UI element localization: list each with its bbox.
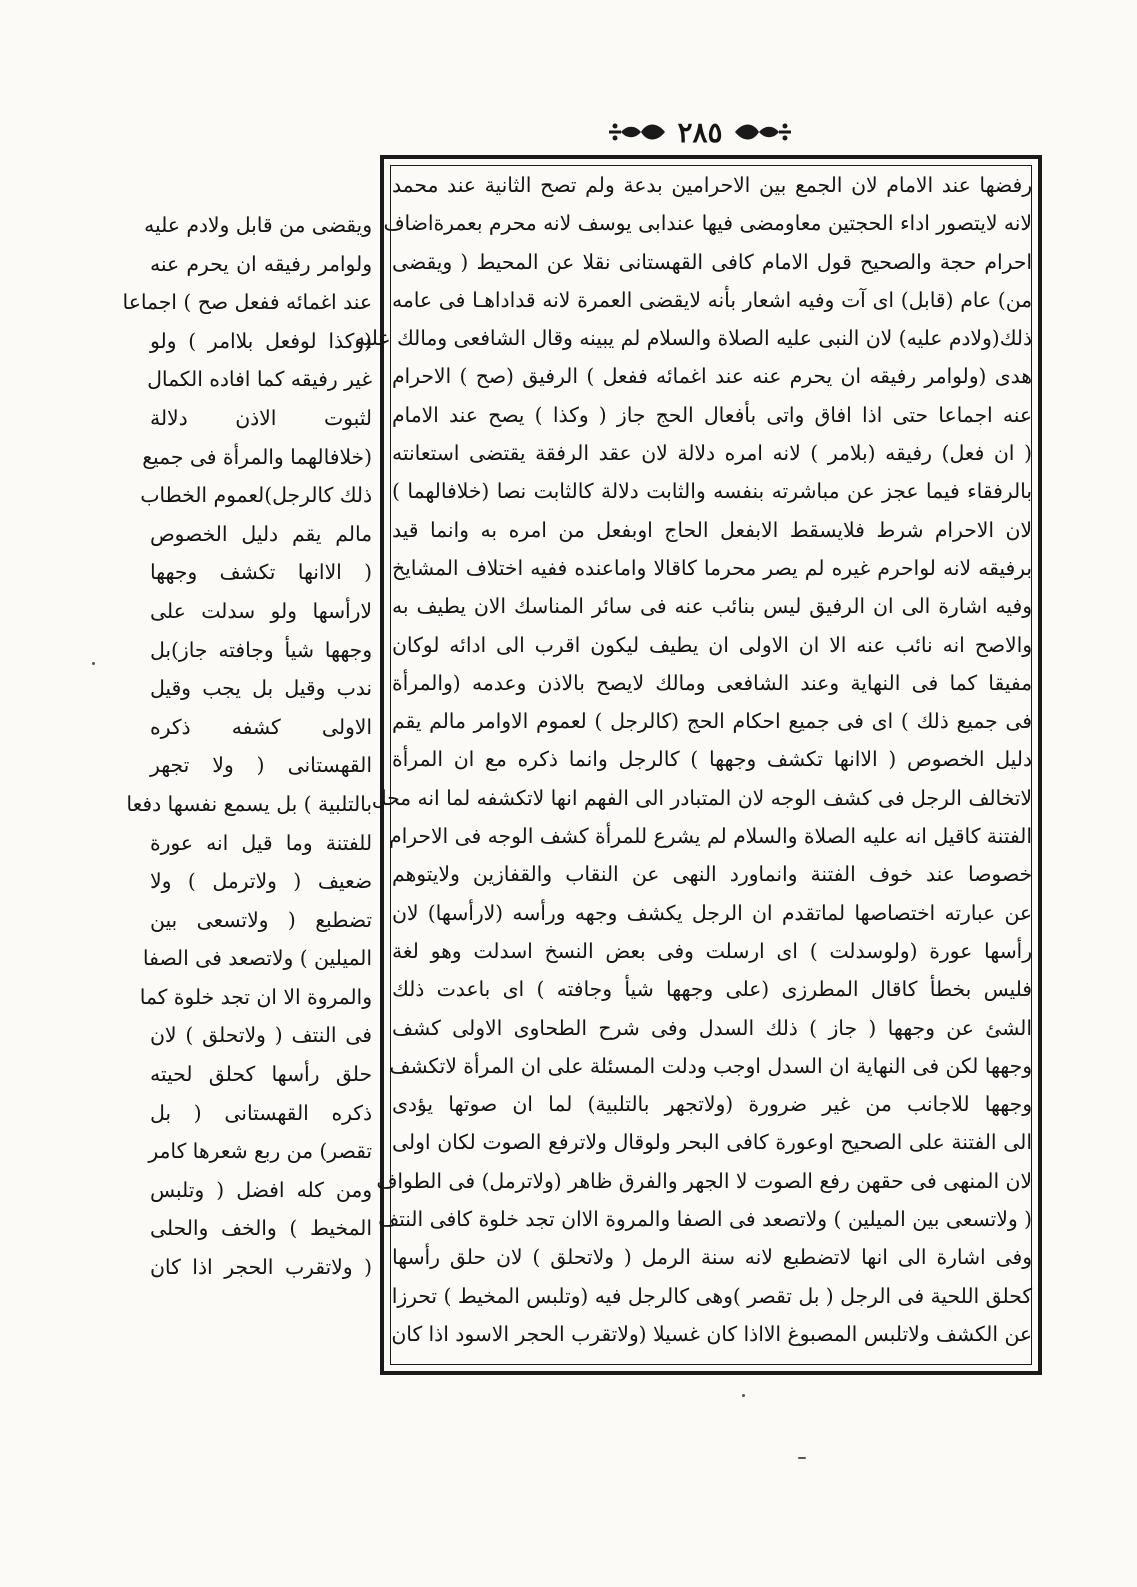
margin-text-line: ذكره القهستانى ( بل: [150, 1100, 372, 1125]
page-number: ٢٨٥: [677, 115, 723, 149]
main-text-line: من) عام (قابل) اى آت وفيه اشعار بأنه لايقضى العمرة لانه قداداهـا فى عامه: [392, 287, 1032, 312]
margin-text-line: المخيط ) والخف والحلى: [150, 1216, 372, 1241]
margin-text-line: مالم يقم دليل الخصوص: [150, 521, 372, 546]
margin-text-line: تقصر) من ربع شعرها كامر: [148, 1139, 372, 1164]
main-text-line: والاصح انه نائب عنه الا ان الاولى ان يطيف ليكون اقرب الى ادائه لوكان: [392, 632, 1032, 657]
main-text-line: عن الكشف ولاتلبس المصبوغ الااذا كان غسيلا (ولاتقرب الحجر الاسود اذا كان: [391, 1321, 1032, 1346]
margin-text-line: لثبوت الاذن دلالة: [150, 405, 372, 430]
margin-text-line: فى النتف ( ولاتحلق ) لان: [150, 1023, 372, 1048]
ornament-right-icon: [607, 119, 667, 145]
main-text-line: الفتنة كاقيل انه عليه الصلاة والسلام لم يشرع للمرأة كشف الوجه فى الاحرام: [389, 824, 1032, 849]
main-text-line: لان المنهى فى حقهن رفع الصوت لا الجهر والفرق ظاهر (ولاترمل) فى الطواف: [376, 1168, 1032, 1193]
main-text-line: مفيقا كما فى النهاية وعند الشافعى ومالك لايصح بالاذن وعدمه (والمرأة: [392, 670, 1032, 695]
margin-text-line: ضعيف ( ولاترمل ) ولا: [150, 869, 372, 894]
main-text-line: ( ان فعل) رفيقه (بلامر ) لانه امره دلالة لان عقد الرفقة يقتضى استعانته: [392, 441, 1032, 466]
margin-text-line: بالتلبية ) بل يسمع نفسها دفعا: [126, 791, 372, 816]
main-text-line: رأسها عورة (ولوسدلت ) اى ارسلت وفى بعض النسخ اسدلت وهو لغة: [392, 938, 1032, 963]
main-text-block: [354, 166, 1032, 1366]
margin-text-line: الميلين ) ولاتصعد فى الصفا: [142, 946, 372, 971]
main-text-line: فليس بخطأ كاقال المطرزى (على وجهها شيأ وجافته ) اى باعدت ذلك: [392, 977, 1032, 1002]
main-text-line: لاتخالف الرجل فى كشف الوجه لان المتبادر الى الفهم انها لاتكشفه لما انه محل: [371, 785, 1032, 810]
margin-text-line: الاولى كشفه ذكره: [150, 714, 372, 739]
paper-speck: [798, 1457, 806, 1459]
main-text-line: ذلك(ولادم عليه) لان النبى عليه الصلاة والسلام لم يبينه وقال الشافعى ومالك عليه: [354, 326, 1032, 351]
paper-speck: [742, 1394, 745, 1397]
margin-text-line: ومن كله افضل ( وتلبس: [150, 1177, 372, 1202]
margin-text-line: عند اغمائه ففعل صح ) اجماعا: [122, 290, 372, 315]
main-text-line: خصوصا عند خوف الفتنة وانماورد النهى عن النقاب والقفازين ولايتوهم: [392, 862, 1032, 887]
margin-text-line: حلق رأسها كحلق لحيته: [150, 1062, 372, 1087]
margin-text-line: القهستانى ( ولا تجهر: [150, 753, 372, 778]
main-text-line: وفى اشارة الى انها لاتضطبع لانه سنة الرمل ( ولاتحلق ) لان حلق رأسها: [392, 1245, 1032, 1270]
main-text-line: وفيه اشارة الى ان الرفيق ليس بنائب عنه فى سائر المناسك الان يطيف به: [392, 594, 1032, 619]
main-text-line: بالرفقاء فيما عجز عن مباشرته بنفسه والثابت دلالة كالثابت نصا (خلافالهما ): [392, 479, 1032, 504]
main-text-line: احرام حجة والصحيح قول الامام كافى القهستانى نقلا عن المحيط ( ويقضى: [392, 249, 1032, 274]
main-text-line: برفيقه لانه لواحرم غيره لم يصر محرما كاقالا واماعنده ففيه اختلاف المشايخ: [392, 555, 1032, 580]
margin-text-line: لارأسها ولو سدلت على: [150, 598, 372, 623]
main-text-line: كحلق اللحية فى الرجل ( بل تقصر )وهى كالرجل فيه (وتلبس المخيط ) تحرزا: [391, 1283, 1032, 1308]
main-text-line: الى الفتنة على الصحيح اوعورة كافى البحر ولوقال ولاترفع الصوت لكان اولى: [392, 1130, 1032, 1155]
margin-text-line: ( ولاتقرب الحجر اذا كان: [150, 1255, 372, 1280]
main-text-line: هدى (ولوامر رفيقه ان يحرم عنه عند اغمائه ففعل ) الرفيق (صح ) الاحرام: [392, 364, 1032, 389]
main-text-line: لانه لايتصور اداء الحجتين معاومضى فيها عندابى يوسف لانه محرم بعمرةاضاف: [383, 211, 1032, 236]
margin-text-line: (خلافالهما والمرأة فى جميع: [142, 444, 372, 469]
margin-text-line: وجهها شيأ وجافته جاز)بل: [150, 637, 372, 662]
main-text-line: ( ولاتسعى بين الميلين ) ولاتصعد فى الصفا والمروة الاان تجد خلوة كافى النتف: [378, 1207, 1032, 1232]
margin-text-line: ويقضى من قابل ولادم عليه: [144, 213, 372, 237]
margin-text-line: للفتنة وما قيل انه عورة: [150, 830, 372, 855]
main-text-line: رفضها عند الامام لان الجمع بين الاحرامين بدعة ولم تصح الثانية عند محمد: [392, 173, 1032, 197]
main-text-line: دليل الخصوص ( الاانها تكشف وجهها ) كالرجل وانما ذكره مع ان المرأة: [392, 747, 1032, 772]
main-text-line: فى جميع ذلك ) اى فى جميع احكام الحج (كالرجل ) لعموم الاوامر مالم يقم: [392, 709, 1032, 734]
margin-text-line: تضطبع ( ولاتسعى بين: [150, 907, 372, 932]
margin-text-line: ( الاانها تكشف وجهها: [150, 560, 372, 585]
main-text-line: وجهها لكن فى النهاية ان السدل اوجب ودلت المسئلة على ان المرأة لاتكشف: [389, 1053, 1032, 1078]
ornament-left-icon: [733, 119, 793, 145]
margin-commentary-block: [122, 206, 372, 1376]
margin-text-line: والمروة الا ان تجد خلوة كما: [139, 984, 372, 1009]
main-text-line: وجهها للاجانب من غير ضرورة (ولاتجهر بالتلبية) لما ان صوتها يؤدى: [392, 1092, 1032, 1117]
margin-text-line: ذلك كالرجل)لعموم الخطاب: [140, 483, 372, 508]
main-text-line: عن عبارته اختصاصها لماتقدم ان الرجل يكشف وجهه ورأسه (لارأسها) لان: [392, 900, 1032, 925]
margin-text-line: ندب وقيل بل يجب وقيل: [150, 676, 372, 701]
main-text-line: الشئ عن وجهها ( جاز ) ذلك السدل وفى شرح الطحاوى الاولى كشف: [392, 1015, 1032, 1040]
main-text-line: لان الاحرام شرط فلايسقط الابفعل الحاج اوبفعل من امره به وانما قيد: [392, 517, 1032, 542]
margin-text-line: (وكذا لوفعل بلاامر ) ولو: [150, 328, 372, 353]
main-text-line: عنه اجماعا حتى اذا افاق واتى بأفعال الحج جاز ( وكذا ) يصح عند الامام: [392, 402, 1032, 427]
margin-text-line: غير رفيقه كما افاده الكمال: [147, 367, 372, 392]
margin-text-line: ولوامر رفيقه ان يحرم عنه: [150, 251, 372, 276]
page-header: [600, 112, 800, 152]
paper-speck: [92, 662, 95, 665]
